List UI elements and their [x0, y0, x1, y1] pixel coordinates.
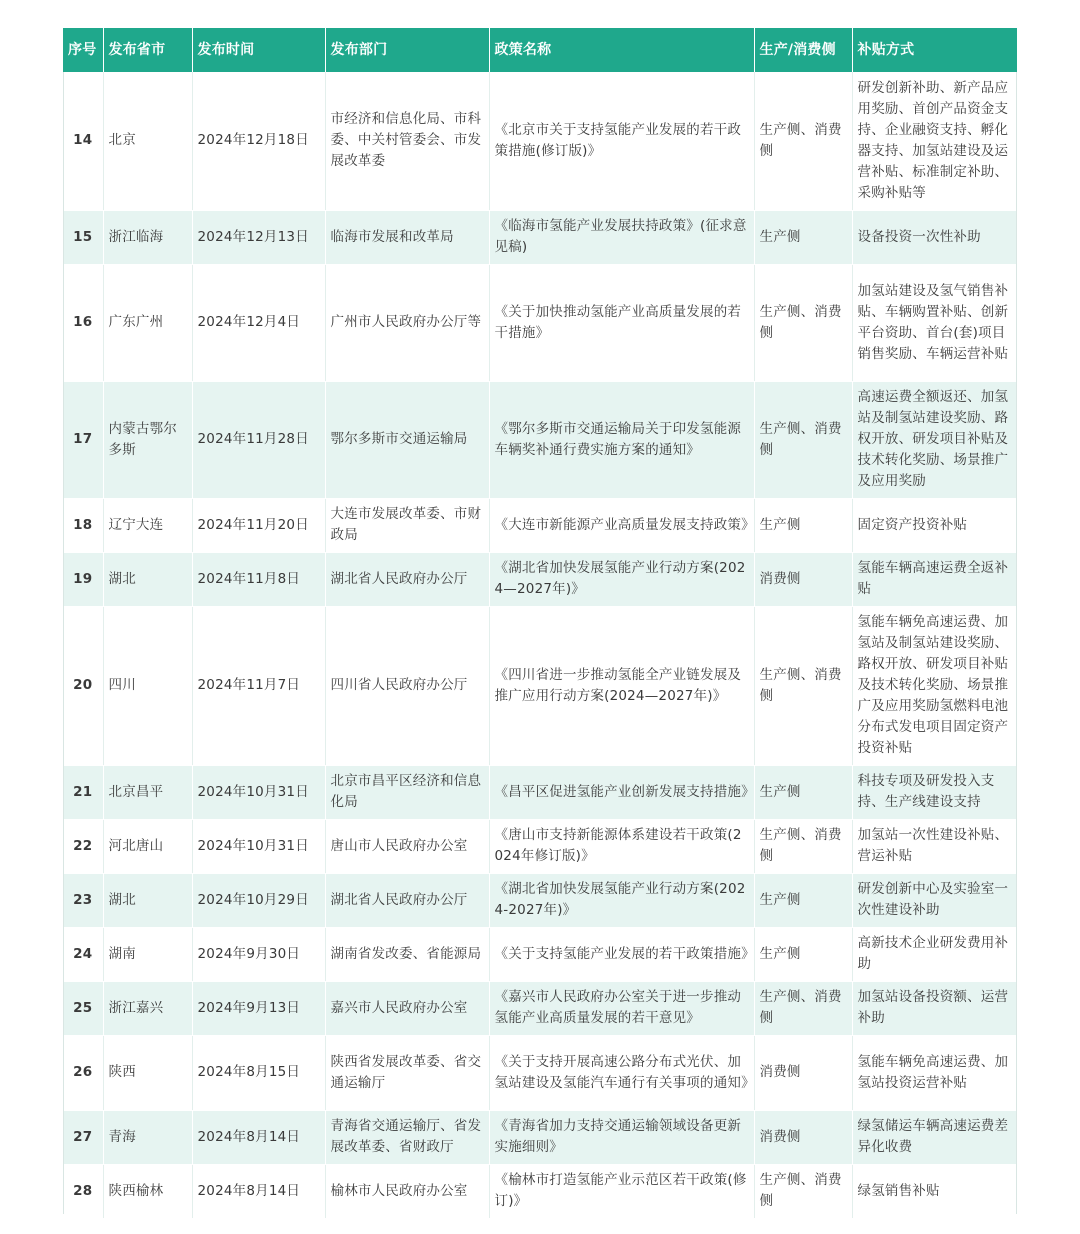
header-policy: 政策名称 — [489, 28, 754, 72]
cell-no: 27 — [63, 1110, 103, 1164]
cell-side: 生产侧、消费侧 — [754, 72, 852, 210]
cell-dept: 湖南省发改委、省能源局 — [325, 927, 489, 981]
cell-region: 湖南 — [103, 927, 192, 981]
cell-subsidy: 研发创新中心及实验室一次性建设补助 — [852, 873, 1017, 927]
cell-side: 生产侧、消费侧 — [754, 819, 852, 873]
cell-subsidy: 科技专项及研发投入支持、生产线建设支持 — [852, 765, 1017, 819]
cell-no: 15 — [63, 210, 103, 264]
header-side: 生产/消费侧 — [754, 28, 852, 72]
cell-date: 2024年12月18日 — [192, 72, 325, 210]
cell-dept: 唐山市人民政府办公室 — [325, 819, 489, 873]
cell-date: 2024年9月30日 — [192, 927, 325, 981]
header-region: 发布省市 — [103, 28, 192, 72]
table-row — [63, 819, 1017, 873]
cell-date: 2024年11月8日 — [192, 552, 325, 606]
cell-no: 17 — [63, 381, 103, 498]
cell-dept: 湖北省人民政府办公厅 — [325, 552, 489, 606]
cell-no: 16 — [63, 264, 103, 381]
cell-dept: 市经济和信息化局、市科委、中关村管委会、市发展改革委 — [325, 72, 489, 210]
cell-dept: 鄂尔多斯市交通运输局 — [325, 381, 489, 498]
cell-side: 生产侧 — [754, 765, 852, 819]
cell-no: 20 — [63, 606, 103, 765]
table-header — [63, 28, 1017, 72]
table-row — [63, 552, 1017, 606]
cell-date: 2024年11月20日 — [192, 498, 325, 552]
cell-policy: 《大连市新能源产业高质量发展支持政策》 — [489, 498, 754, 552]
cell-side: 消费侧 — [754, 1110, 852, 1164]
cell-region: 青海 — [103, 1110, 192, 1164]
cell-no: 28 — [63, 1164, 103, 1218]
cell-side: 消费侧 — [754, 1035, 852, 1110]
table-row — [63, 498, 1017, 552]
cell-region: 内蒙古鄂尔多斯 — [103, 381, 192, 498]
cell-region: 浙江临海 — [103, 210, 192, 264]
header-date: 发布时间 — [192, 28, 325, 72]
cell-policy: 《榆林市打造氢能产业示范区若干政策(修订)》 — [489, 1164, 754, 1218]
cell-side: 生产侧、消费侧 — [754, 1164, 852, 1218]
cell-dept: 北京市昌平区经济和信息化局 — [325, 765, 489, 819]
cell-side: 生产侧、消费侧 — [754, 264, 852, 381]
cell-date: 2024年12月13日 — [192, 210, 325, 264]
cell-dept: 陕西省发展改革委、省交通运输厅 — [325, 1035, 489, 1110]
cell-policy: 《嘉兴市人民政府办公室关于进一步推动氢能产业高质量发展的若干意见》 — [489, 981, 754, 1035]
cell-dept: 青海省交通运输厅、省发展改革委、省财政厅 — [325, 1110, 489, 1164]
cell-region: 陕西 — [103, 1035, 192, 1110]
cell-dept: 临海市发展和改革局 — [325, 210, 489, 264]
cell-region: 河北唐山 — [103, 819, 192, 873]
cell-no: 24 — [63, 927, 103, 981]
cell-dept: 榆林市人民政府办公室 — [325, 1164, 489, 1218]
cell-policy: 《四川省进一步推动氢能全产业链发展及推广应用行动方案(2024—2027年)》 — [489, 606, 754, 765]
cell-no: 26 — [63, 1035, 103, 1110]
header-dept: 发布部门 — [325, 28, 489, 72]
table-row — [63, 72, 1017, 210]
header-row — [63, 28, 1017, 72]
cell-subsidy: 固定资产投资补贴 — [852, 498, 1017, 552]
cell-dept: 广州市人民政府办公厅等 — [325, 264, 489, 381]
cell-subsidy: 加氢站一次性建设补贴、营运补贴 — [852, 819, 1017, 873]
table-row — [63, 381, 1017, 498]
cell-dept: 嘉兴市人民政府办公室 — [325, 981, 489, 1035]
cell-region: 湖北 — [103, 873, 192, 927]
cell-no: 25 — [63, 981, 103, 1035]
cell-policy: 《北京市关于支持氢能产业发展的若干政策措施(修订版)》 — [489, 72, 754, 210]
cell-subsidy: 研发创新补助、新产品应用奖励、首创产品资金支持、企业融资支持、孵化器支持、加氢站建设及运营补贴、标准制定补助、采购补贴等 — [852, 72, 1017, 210]
cell-subsidy: 绿氢储运车辆高速运费差异化收费 — [852, 1110, 1017, 1164]
cell-side: 生产侧、消费侧 — [754, 381, 852, 498]
cell-dept: 大连市发展改革委、市财政局 — [325, 498, 489, 552]
cell-date: 2024年8月14日 — [192, 1110, 325, 1164]
cell-policy: 《湖北省加快发展氢能产业行动方案(2024-2027年)》 — [489, 873, 754, 927]
cell-side: 生产侧 — [754, 873, 852, 927]
cell-policy: 《昌平区促进氢能产业创新发展支持措施》 — [489, 765, 754, 819]
table-row — [63, 1110, 1017, 1164]
table-body — [63, 72, 1017, 1218]
header-no: 序号 — [63, 28, 103, 72]
cell-no: 21 — [63, 765, 103, 819]
cell-no: 22 — [63, 819, 103, 873]
cell-policy: 《关于支持氢能产业发展的若干政策措施》 — [489, 927, 754, 981]
table-row — [63, 1035, 1017, 1110]
cell-subsidy: 氢能车辆免高速运费、加氢站投资运营补贴 — [852, 1035, 1017, 1110]
cell-region: 北京 — [103, 72, 192, 210]
cell-date: 2024年10月31日 — [192, 765, 325, 819]
cell-dept: 四川省人民政府办公厅 — [325, 606, 489, 765]
cell-no: 18 — [63, 498, 103, 552]
cell-date: 2024年8月15日 — [192, 1035, 325, 1110]
cell-date: 2024年11月28日 — [192, 381, 325, 498]
table-row — [63, 264, 1017, 381]
table-row — [63, 210, 1017, 264]
header-subsidy: 补贴方式 — [852, 28, 1017, 72]
cell-subsidy: 氢能车辆免高速运费、加氢站及制氢站建设奖励、路权开放、研发项目补贴及技术转化奖励、场景推广及应用奖励氢燃料电池分布式发电项目固定资产投资补贴 — [852, 606, 1017, 765]
cell-region: 北京昌平 — [103, 765, 192, 819]
cell-region: 广东广州 — [103, 264, 192, 381]
cell-side: 生产侧 — [754, 498, 852, 552]
table-row — [63, 981, 1017, 1035]
cell-date: 2024年8月14日 — [192, 1164, 325, 1218]
cell-date: 2024年10月31日 — [192, 819, 325, 873]
cell-policy: 《关于支持开展高速公路分布式光伏、加氢站建设及氢能汽车通行有关事项的通知》 — [489, 1035, 754, 1110]
cell-subsidy: 高新技术企业研发费用补助 — [852, 927, 1017, 981]
cell-date: 2024年12月4日 — [192, 264, 325, 381]
table-row — [63, 873, 1017, 927]
table-row — [63, 606, 1017, 765]
cell-policy: 《青海省加力支持交通运输领域设备更新实施细则》 — [489, 1110, 754, 1164]
cell-policy: 《临海市氢能产业发展扶持政策》(征求意见稿) — [489, 210, 754, 264]
cell-subsidy: 设备投资一次性补助 — [852, 210, 1017, 264]
cell-side: 生产侧、消费侧 — [754, 981, 852, 1035]
cell-subsidy: 绿氢销售补贴 — [852, 1164, 1017, 1218]
cell-policy: 《湖北省加快发展氢能产业行动方案(2024—2027年)》 — [489, 552, 754, 606]
cell-no: 14 — [63, 72, 103, 210]
cell-region: 浙江嘉兴 — [103, 981, 192, 1035]
cell-no: 23 — [63, 873, 103, 927]
cell-dept: 湖北省人民政府办公厅 — [325, 873, 489, 927]
policy-table — [63, 28, 1017, 1219]
cell-side: 生产侧、消费侧 — [754, 606, 852, 765]
cell-side: 生产侧 — [754, 210, 852, 264]
table-row — [63, 765, 1017, 819]
cell-region: 辽宁大连 — [103, 498, 192, 552]
cell-policy: 《鄂尔多斯市交通运输局关于印发氢能源车辆奖补通行费实施方案的通知》 — [489, 381, 754, 498]
cell-date: 2024年11月7日 — [192, 606, 325, 765]
cell-date: 2024年10月29日 — [192, 873, 325, 927]
cell-region: 陕西榆林 — [103, 1164, 192, 1218]
cell-subsidy: 高速运费全额返还、加氢站及制氢站建设奖励、路权开放、研发项目补贴及技术转化奖励、场景推广及应用奖励 — [852, 381, 1017, 498]
cell-side: 生产侧 — [754, 927, 852, 981]
table-row — [63, 927, 1017, 981]
cell-region: 湖北 — [103, 552, 192, 606]
cell-subsidy: 加氢站建设及氢气销售补贴、车辆购置补贴、创新平台资助、首台(套)项目销售奖励、车辆运营补贴 — [852, 264, 1017, 381]
cell-date: 2024年9月13日 — [192, 981, 325, 1035]
cell-region: 四川 — [103, 606, 192, 765]
cell-policy: 《关于加快推动氢能产业高质量发展的若干措施》 — [489, 264, 754, 381]
table-row — [63, 1164, 1017, 1218]
cell-no: 19 — [63, 552, 103, 606]
cell-subsidy: 氢能车辆高速运费全返补贴 — [852, 552, 1017, 606]
cell-subsidy: 加氢站设备投资额、运营补助 — [852, 981, 1017, 1035]
cell-policy: 《唐山市支持新能源体系建设若干政策(2024年修订版)》 — [489, 819, 754, 873]
cell-side: 消费侧 — [754, 552, 852, 606]
